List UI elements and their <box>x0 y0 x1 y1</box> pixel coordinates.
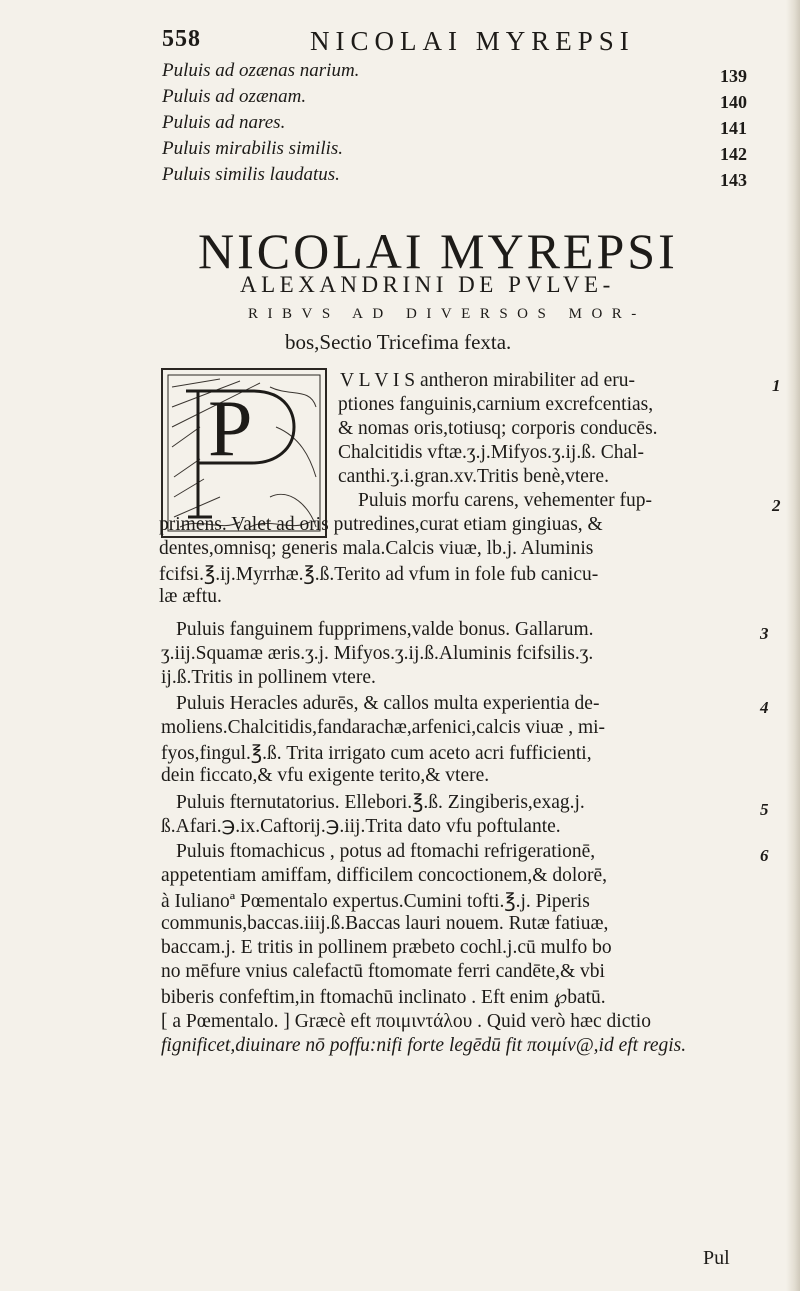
section-subtitle: ALEXANDRINI DE PVLVE- <box>240 272 615 297</box>
toc-row <box>162 60 747 86</box>
toc-page: 142 <box>720 144 747 164</box>
toc-page: 140 <box>720 92 747 112</box>
text-line: & nomas oris,totiusq; corporis conducēs. <box>338 418 658 439</box>
section-title: NICOLAI MYREPSI <box>198 223 678 279</box>
margin-number: 6 <box>760 846 769 865</box>
toc-row <box>162 164 747 190</box>
text-line: Chalcitidis vftæ.ʒ.j.Mifyos.ʒ.ij.ß. Chal- <box>338 442 645 463</box>
text-line: ʒ.iij.Squamæ æris.ʒ.j. Mifyos.ʒ.ij.ß.Aluminis fcifsilis.ʒ. <box>161 643 594 664</box>
section-number: bos,Sectio Tricefima fexta. <box>285 330 512 354</box>
text-line: baccam.j. E tritis in pollinem præbeto cochl.j.cū mulfo bo <box>161 937 612 958</box>
toc-page: 141 <box>720 118 747 138</box>
text-line: moliens.Chalcitidis,fandarachæ,arfenici,calcis viuæ , mi- <box>161 717 606 738</box>
toc-title: Puluis ad ozænam. <box>162 86 307 107</box>
toc-title: Puluis ad ozænas narium. <box>162 60 360 81</box>
section-subtitle-continued: RIBVS AD DIVERSOS MOR- <box>248 306 646 322</box>
text-line: à Iulianoª Pœmentalo expertus.Cumini tofti.℥.j. Piperis <box>161 891 590 912</box>
margin-number: 4 <box>760 698 769 717</box>
margin-number: 5 <box>760 800 769 819</box>
text-line: fignificet,diuinare nō poffu:nifi forte legēdū fit ποιμίν@,id eft regis. <box>161 1035 687 1056</box>
text-line: dentes,omnisq; generis mala.Calcis viuæ, lb.j. Aluminis <box>159 538 594 559</box>
text-line: biberis confeftim,in ftomachū inclinato . Eft enim ℘batū. <box>161 987 606 1008</box>
text-line: primens. Valet ad oris putredines,curat etiam gingiuas, & <box>159 514 603 535</box>
text-line: fyos,fingul.℥.ß. Trita irrigato cum aceto acri fufficienti, <box>161 743 592 764</box>
toc-page: 139 <box>720 66 747 86</box>
text-line: no mēfure vnius calefactū ftomomate ferri candēte,& vbi <box>161 961 605 982</box>
page-number: 558 <box>162 26 201 52</box>
toc-row <box>162 112 747 138</box>
toc-title: Puluis similis laudatus. <box>162 164 340 185</box>
text-line: [ a Pœmentalo. ] Græcè eft ποιμιντάλου . Quid verò hæc dictio <box>161 1011 651 1032</box>
text-line: fcifsi.℥.ij.Myrrhæ.℥.ß.Terito ad vfum in fole fub canicu- <box>159 564 599 585</box>
margin-number: 2 <box>772 496 781 515</box>
text-line: Puluis ftomachicus , potus ad ftomachi refrigerationē, <box>176 841 596 862</box>
running-title: NICOLAI MYREPSI <box>310 26 635 56</box>
text-line: dein ficcato,& vfu exigente terito,& vtere. <box>161 765 490 786</box>
running-head <box>162 26 702 60</box>
toc-title: Puluis mirabilis similis. <box>162 138 344 159</box>
toc-row <box>162 138 747 164</box>
page-edge <box>786 0 800 1291</box>
toc-page: 143 <box>720 170 747 190</box>
margin-number: 1 <box>772 376 781 395</box>
text-line: læ æftu. <box>159 586 222 607</box>
initial-letter: P <box>208 385 253 473</box>
text-line: Puluis morfu carens, vehementer fup- <box>358 490 653 511</box>
table-of-contents <box>162 60 747 190</box>
text-line: ij.ß.Tritis in pollinem vtere. <box>161 667 376 688</box>
text-line: Puluis fanguinem fupprimens,valde bonus. Gallarum. <box>176 619 594 640</box>
text-line: Puluis Heracles adurēs, & callos multa experientia de- <box>176 693 600 714</box>
toc-title: Puluis ad nares. <box>162 112 286 133</box>
text-line: communis,baccas.iiij.ß.Baccas lauri nouem. Rutæ fatiuæ, <box>161 913 609 934</box>
text-line: ß.Afari.℈.ix.Caftorij.℈.iij.Trita dato vfu poftulante. <box>161 816 561 837</box>
catchword: Pul <box>703 1247 730 1269</box>
text-line: V L V I S antheron mirabiliter ad eru- <box>340 370 635 391</box>
text-line: canthi.ʒ.i.gran.xv.Tritis benè,vtere. <box>338 466 609 487</box>
text-line: ptiones fanguinis,carnium excrefcentias, <box>338 394 654 415</box>
text-line: Puluis fternutatorius. Ellebori.℥.ß. Zingiberis,exag.j. <box>176 792 585 813</box>
text-line: appetentiam amiffam, difficilem concoctionem,& dolorē, <box>161 865 608 886</box>
toc-row <box>162 86 747 112</box>
margin-number: 3 <box>760 624 769 643</box>
